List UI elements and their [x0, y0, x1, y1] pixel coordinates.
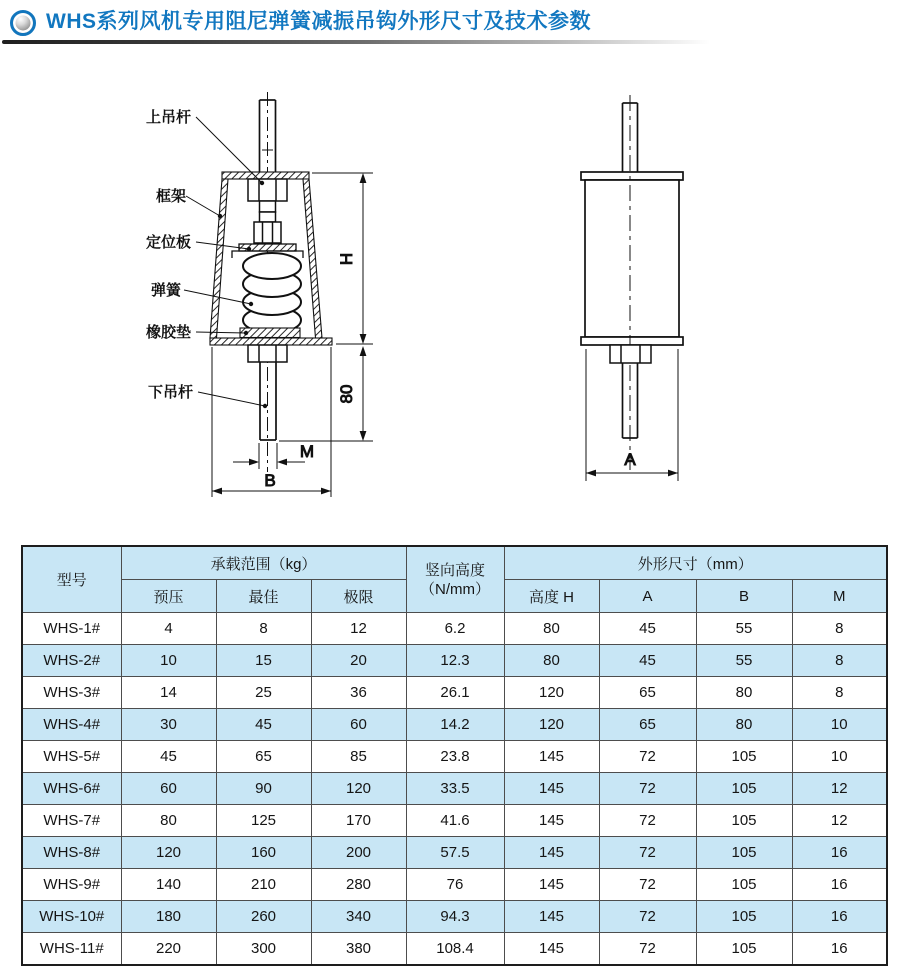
value-cell: 60: [121, 773, 216, 805]
model-cell: WHS-6#: [22, 773, 121, 805]
model-cell: WHS-10#: [22, 901, 121, 933]
spec-table-body: [22, 613, 887, 965]
table-row: [22, 869, 887, 901]
upper-nut: [248, 179, 287, 212]
value-cell: 15: [216, 645, 311, 677]
value-cell: 60: [311, 709, 406, 741]
spring-coils: [243, 253, 301, 333]
value-cell: 145: [504, 837, 599, 869]
col-header-M: M: [792, 580, 887, 613]
value-cell: 10: [121, 645, 216, 677]
table-row: [22, 901, 887, 933]
value-cell: 145: [504, 741, 599, 773]
table-row: [22, 677, 887, 709]
value-cell: 25: [216, 677, 311, 709]
value-cell: 45: [599, 613, 696, 645]
value-cell: 80: [504, 645, 599, 677]
value-cell: 6.2: [406, 613, 504, 645]
value-cell: 4: [121, 613, 216, 645]
value-cell: 12: [311, 613, 406, 645]
spec-table: [21, 545, 888, 966]
dim-label-H: H: [337, 252, 356, 266]
value-cell: 80: [121, 805, 216, 837]
value-cell: 105: [696, 837, 792, 869]
section-view: [146, 92, 373, 497]
model-cell: WHS-11#: [22, 933, 121, 965]
table-row: [22, 805, 887, 837]
model-cell: WHS-8#: [22, 837, 121, 869]
value-cell: 280: [311, 869, 406, 901]
table-row: [22, 645, 887, 677]
col-header-stiffness: [406, 546, 504, 613]
label-lower-rod: 下吊杆: [148, 384, 194, 401]
col-header-B: B: [696, 580, 792, 613]
value-cell: 145: [504, 869, 599, 901]
value-cell: 140: [121, 869, 216, 901]
label-frame: 框架: [156, 188, 187, 205]
value-cell: 72: [599, 901, 696, 933]
dim-label-80: 80: [337, 384, 356, 404]
value-cell: 45: [121, 741, 216, 773]
table-row: [22, 933, 887, 965]
value-cell: 72: [599, 837, 696, 869]
model-cell: WHS-3#: [22, 677, 121, 709]
col-header-model: 型号: [22, 546, 121, 613]
table-row: [22, 837, 887, 869]
value-cell: 120: [504, 709, 599, 741]
col-header-limit: 极限: [311, 580, 406, 613]
col-header-height-H: 高度 H: [504, 580, 599, 613]
value-cell: 55: [696, 613, 792, 645]
value-cell: 72: [599, 869, 696, 901]
page-title: WHS系列风机专用阻尼弹簧减振吊钩外形尺寸及技术参数: [46, 10, 591, 33]
value-cell: 23.8: [406, 741, 504, 773]
model-cell: WHS-9#: [22, 869, 121, 901]
col-header-stiffness-line2: （N/mm）: [420, 580, 491, 598]
dimension-80: [279, 346, 373, 441]
value-cell: 72: [599, 805, 696, 837]
value-cell: 94.3: [406, 901, 504, 933]
value-cell: 41.6: [406, 805, 504, 837]
col-header-load-range: 承载范围（kg）: [121, 546, 406, 580]
label-rubber-pad: 橡胶垫: [146, 324, 192, 341]
value-cell: 20: [311, 645, 406, 677]
value-cell: 65: [599, 709, 696, 741]
value-cell: 170: [311, 805, 406, 837]
dim-label-M: M: [299, 442, 315, 461]
value-cell: 145: [504, 933, 599, 965]
value-cell: 8: [792, 677, 887, 709]
dim-label-B: B: [264, 471, 276, 490]
model-cell: WHS-7#: [22, 805, 121, 837]
value-cell: 57.5: [406, 837, 504, 869]
table-row: [22, 741, 887, 773]
value-cell: 12: [792, 773, 887, 805]
side-view: [581, 95, 683, 481]
col-header-optimal: 最佳: [216, 580, 311, 613]
value-cell: 200: [311, 837, 406, 869]
value-cell: 145: [504, 773, 599, 805]
value-cell: 65: [599, 677, 696, 709]
value-cell: 72: [599, 741, 696, 773]
label-spring: 弹簧: [151, 282, 182, 299]
value-cell: 105: [696, 901, 792, 933]
value-cell: 10: [792, 709, 887, 741]
value-cell: 105: [696, 741, 792, 773]
value-cell: 105: [696, 933, 792, 965]
value-cell: 260: [216, 901, 311, 933]
value-cell: 340: [311, 901, 406, 933]
col-header-outline-dims: 外形尺寸（mm）: [504, 546, 887, 580]
label-positioning-plate: 定位板: [146, 234, 192, 251]
value-cell: 30: [121, 709, 216, 741]
value-cell: 12: [792, 805, 887, 837]
col-header-preload: 预压: [121, 580, 216, 613]
table-row: [22, 613, 887, 645]
value-cell: 72: [599, 933, 696, 965]
model-cell: WHS-4#: [22, 709, 121, 741]
side-body: [581, 172, 683, 345]
lower-nut: [248, 345, 287, 362]
rubber-pad: [240, 328, 300, 338]
value-cell: 45: [216, 709, 311, 741]
value-cell: 16: [792, 933, 887, 965]
col-header-A: A: [599, 580, 696, 613]
value-cell: 145: [504, 805, 599, 837]
value-cell: 16: [792, 837, 887, 869]
value-cell: 80: [504, 613, 599, 645]
value-cell: 105: [696, 773, 792, 805]
value-cell: 120: [311, 773, 406, 805]
value-cell: 90: [216, 773, 311, 805]
value-cell: 14.2: [406, 709, 504, 741]
model-cell: WHS-1#: [22, 613, 121, 645]
dimension-M: [233, 443, 305, 469]
model-cell: WHS-2#: [22, 645, 121, 677]
value-cell: 16: [792, 901, 887, 933]
table-row: [22, 773, 887, 805]
value-cell: 220: [121, 933, 216, 965]
value-cell: 8: [216, 613, 311, 645]
value-cell: 8: [792, 613, 887, 645]
value-cell: 105: [696, 869, 792, 901]
value-cell: 33.5: [406, 773, 504, 805]
value-cell: 300: [216, 933, 311, 965]
value-cell: 105: [696, 805, 792, 837]
side-lower-nut: [610, 345, 651, 363]
value-cell: 16: [792, 869, 887, 901]
value-cell: 120: [504, 677, 599, 709]
value-cell: 80: [696, 709, 792, 741]
value-cell: 108.4: [406, 933, 504, 965]
model-cell: WHS-5#: [22, 741, 121, 773]
table-row: [22, 709, 887, 741]
value-cell: 45: [599, 645, 696, 677]
value-cell: 125: [216, 805, 311, 837]
value-cell: 36: [311, 677, 406, 709]
value-cell: 8: [792, 645, 887, 677]
value-cell: 180: [121, 901, 216, 933]
value-cell: 160: [216, 837, 311, 869]
value-cell: 380: [311, 933, 406, 965]
value-cell: 76: [406, 869, 504, 901]
value-cell: 72: [599, 773, 696, 805]
value-cell: 145: [504, 901, 599, 933]
value-cell: 26.1: [406, 677, 504, 709]
value-cell: 80: [696, 677, 792, 709]
value-cell: 14: [121, 677, 216, 709]
value-cell: 210: [216, 869, 311, 901]
col-header-stiffness-line1: 竖向高度: [425, 561, 486, 579]
value-cell: 55: [696, 645, 792, 677]
value-cell: 10: [792, 741, 887, 773]
value-cell: 120: [121, 837, 216, 869]
mid-locknut: [254, 212, 281, 243]
value-cell: 85: [311, 741, 406, 773]
label-upper-rod: 上吊杆: [146, 109, 192, 126]
value-cell: 65: [216, 741, 311, 773]
dim-label-A: A: [624, 450, 636, 469]
value-cell: 12.3: [406, 645, 504, 677]
